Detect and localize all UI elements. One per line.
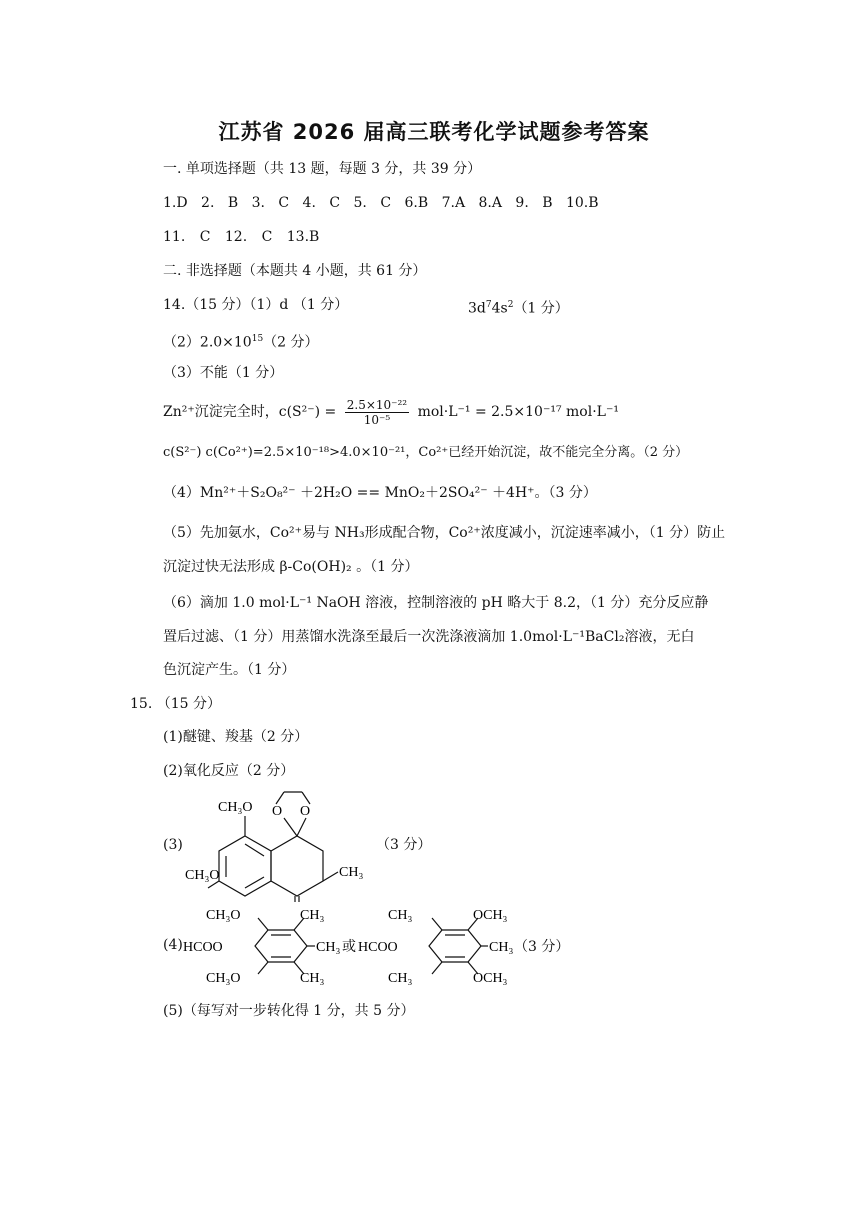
q15-part-3-score: （3 分）: [376, 837, 432, 853]
q14-part-5-line-2: 沉淀过快无法形成 β-Co(OH)₂ 。（1 分）: [163, 559, 419, 575]
structure-4a-hcoo: HCOO: [183, 940, 223, 955]
structure-4b-ch3-top: CH₃: [388, 908, 413, 923]
structure-3-ch3: CH₃: [339, 865, 364, 880]
structure-4b-ch3-right: CH₃: [489, 940, 514, 955]
structure-4b-och3-top: OCH₃: [473, 908, 508, 923]
structure-4a-ch3-top: CH₃: [300, 908, 325, 923]
structure-3-och3-top: CH₃O: [218, 800, 253, 815]
q14-electron-config: $3d^74s^2(1$ 分）: [468, 300, 569, 317]
q14-part-3: （3）不能（1 分）: [163, 365, 284, 381]
structure-4a-ch3-right: CH₃: [316, 940, 341, 955]
q15-part-5: (5)（每写对一步转化得 1 分，共 5 分）: [163, 1003, 415, 1019]
mc-answers-row-2: 11. C 12. C 13.B: [163, 229, 320, 245]
section-1-heading: 一. 单项选择题（共 13 题，每题 3 分，共 39 分）: [163, 161, 482, 177]
section-2-heading: 二. 非选择题（本题共 4 小题，共 61 分）: [163, 263, 427, 279]
structure-4-or: 或: [342, 940, 356, 955]
q15-part-4-label: (4): [163, 937, 183, 953]
structure-3-ketal-o-left: O: [272, 804, 283, 819]
q14-part-2: $(2)2.0\times 10^{15}(2$ 分）: [163, 334, 319, 351]
structure-3-figure: [180, 790, 380, 902]
q14-part-6-line-2: 置后过滤、（1 分）用蒸馏水洗涤至最后一次洗涤液滴加 1.0mol·L⁻¹BaCl₂溶液，无白: [163, 629, 695, 645]
q14-part-6-line-1: （6）滴加 1.0 mol·L⁻¹ NaOH 溶液，控制溶液的 pH 略大于 8.2，（1 分）充分反应静: [163, 595, 709, 611]
q14-part-5-line-1: （5）先加氨水，Co²⁺易与 NH₃形成配合物，Co²⁺浓度减小，沉淀速率减小，（1 分）防止: [163, 525, 726, 541]
structure-4b-hcoo: HCOO: [358, 940, 398, 955]
q14-equation: Zn²⁺沉淀完全时，c(S²⁻) = $\frac{\text{2.5×10⁻²²}}{\text{10⁻⁵}}$ mol·L⁻¹ = 2.5×10⁻¹⁷ mol·L⁻¹: [163, 397, 619, 427]
q14-part-4: （4）Mn²⁺＋S₂O₈²⁻ ＋2H₂O == MnO₂＋2SO₄²⁻ ＋4H⁺。（3 分）: [163, 485, 597, 501]
structure-4b-ch3-bottom: CH₃: [388, 971, 413, 986]
page-title: 江苏省 2026 届高三联考化学试题参考答案: [218, 120, 650, 144]
structure-4b-och3-bottom: OCH₃: [473, 971, 508, 986]
structure-4a-ch3o-bottom: CH₃O: [206, 971, 241, 986]
q15-part-1: (1)醚键、羧基（2 分）: [163, 729, 309, 745]
mc-answers-row-1: 1.D 2. B 3. C 4. C 5. C 6.B 7.A 8.A 9. B 10.B: [163, 195, 599, 211]
q15-part-4-score: （3 分）: [514, 939, 570, 955]
q14-head: 14.（15 分）（1）d （1 分）: [163, 297, 349, 313]
q14-conclusion: c(S²⁻) c(Co²⁺)=2.5×10⁻¹⁸>4.0×10⁻²¹，Co²⁺已经开始沉淀，故不能完全分离。（2 分）: [163, 445, 689, 460]
structure-3-ketal-o-right: O: [300, 804, 311, 819]
q15-part-3-label: (3): [163, 837, 183, 853]
q15-part-2: (2)氧化反应（2 分）: [163, 763, 295, 779]
q15-head: 15. （15 分）: [130, 696, 221, 712]
q14-part-6-line-3: 色沉淀产生。（1 分）: [163, 662, 296, 678]
structure-4a-ch3o-top: CH₃O: [206, 908, 241, 923]
structure-3-och3-bottom: CH₃O: [185, 868, 220, 883]
fraction: $\frac{\text{2.5×10⁻²²}}{\text{10⁻⁵}}$: [346, 397, 408, 427]
structure-4a-ch3-bottom: CH₃: [300, 971, 325, 986]
